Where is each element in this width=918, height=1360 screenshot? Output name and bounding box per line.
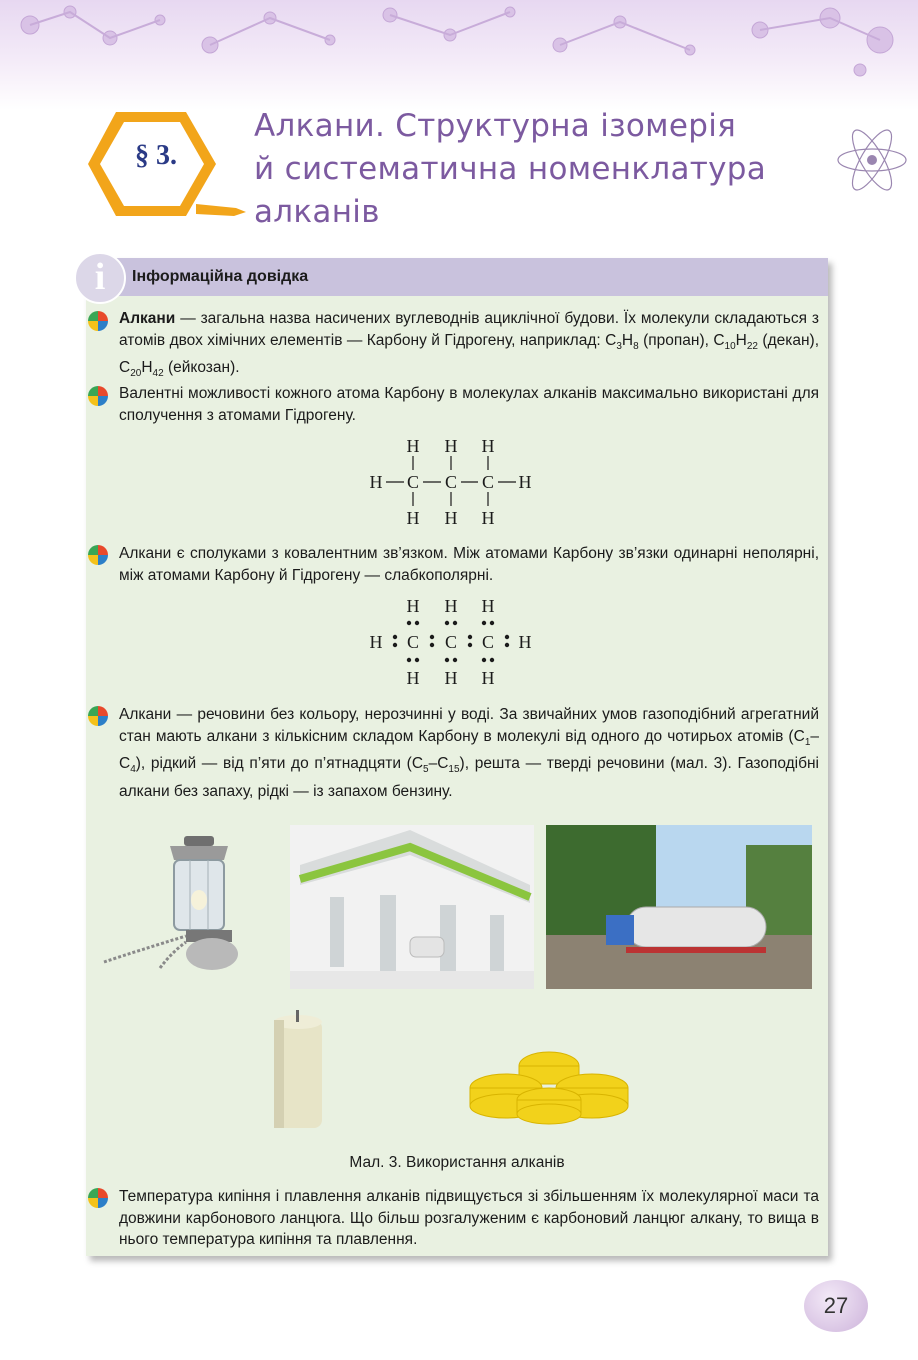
- svg-text:H: H: [406, 508, 420, 528]
- svg-text:C: C: [481, 472, 495, 492]
- page-number: 27: [823, 1293, 849, 1318]
- svg-text:C: C: [444, 632, 458, 652]
- pinwheel-bullet-icon: [87, 705, 109, 727]
- svg-text:H: H: [444, 668, 458, 688]
- electron-dot-formula-propane: [360, 592, 560, 692]
- page-title: [254, 105, 814, 234]
- molecule-banner: [0, 0, 918, 110]
- paragraph-physical-state: Алкани — речовини без кольору, нерозчинні у воді. За звичайних умов газоподібний агрегатний стан мають алкани з кількісним складом Карбону в молекулі від одного до чотирьох атомів $(C_1-C_4)$, рідкий — від п’яти до п’ятнадцяти $(C_5-C_{15})$, решта — тверді речовини (мал. 3). Газоподібні алкани без запаху, рідкі — із запахом бензину.: [119, 706, 820, 800]
- svg-text:C: C: [481, 632, 495, 652]
- pinwheel-bullet-icon: [87, 385, 109, 407]
- pinwheel-bullet-icon: [87, 1187, 109, 1209]
- paraffin-wax-image: [466, 1040, 632, 1126]
- svg-text:H: H: [406, 436, 420, 456]
- info-icon: i: [74, 252, 126, 304]
- section-number: § 3.: [135, 140, 177, 171]
- structural-formula-propane: [360, 432, 560, 532]
- paragraph-alkanes-definition: Алкани — загальна назва насичених вуглеводнів ациклічної будови. Їх молекули складаються з атомів двох хімічних елементів — Карбону й Гідрогену, наприклад: $C_3H_8$ (пропан), $C_{10}H_{22}$ (декан), $C_{20}H_{42}$ (ейкозан).: [119, 310, 819, 380]
- title-line: Алкани. Структурна ізомерія: [254, 108, 737, 144]
- paragraph-valence: Валентні можливості кожного атома Карбону в молекулах алканів максимально використані для сполучення з атомами Гідрогену.: [119, 385, 819, 424]
- svg-text:C: C: [406, 472, 420, 492]
- lpg-tank-image: [546, 825, 812, 989]
- svg-text:H: H: [481, 508, 495, 528]
- molecule-decoration-icon: [0, 0, 918, 110]
- atom-icon: [832, 120, 912, 200]
- svg-text:H: H: [481, 668, 495, 688]
- svg-text:H: H: [518, 472, 532, 492]
- gas-lantern-image: [100, 830, 260, 980]
- svg-text:H: H: [444, 436, 458, 456]
- panel-header: [86, 258, 828, 296]
- svg-text:H: H: [369, 472, 383, 492]
- paragraph-covalent-bond: Алкани є сполуками з ковалентним зв’язком. Між атомами Карбону зв’язки одинарні неполярні, між атомами Карбону й Гідрогену — слабкополярні.: [119, 545, 819, 584]
- svg-text:H: H: [406, 596, 420, 616]
- svg-text:H: H: [481, 436, 495, 456]
- candle-image: [270, 1010, 326, 1130]
- paragraph-boiling-point: Температура кипіння і плавлення алканів підвищується зі збільшенням їх молекулярної маси та довжини карбонового ланцюга. Що більш розгалуженим є карбоновий ланцюг алкану, то вища в нього температура кипіння та плавлення.: [119, 1188, 819, 1248]
- svg-text:H: H: [444, 596, 458, 616]
- figure-caption: Мал. 3. Використання алканів: [349, 1154, 565, 1171]
- title-line: алканів: [254, 194, 380, 230]
- panel-header-title: Інформаційна довідка: [132, 268, 309, 285]
- svg-text:C: C: [406, 632, 420, 652]
- svg-text:C: C: [444, 472, 458, 492]
- svg-text:H: H: [369, 632, 383, 652]
- gas-station-image: [290, 825, 534, 989]
- svg-text:H: H: [518, 632, 532, 652]
- svg-text:H: H: [406, 668, 420, 688]
- title-line: й систематична номенклатура: [254, 151, 767, 187]
- pinwheel-bullet-icon: [87, 310, 109, 332]
- page-number-badge: [804, 1280, 868, 1332]
- svg-text:H: H: [481, 596, 495, 616]
- svg-text:H: H: [444, 508, 458, 528]
- pinwheel-bullet-icon: [87, 544, 109, 566]
